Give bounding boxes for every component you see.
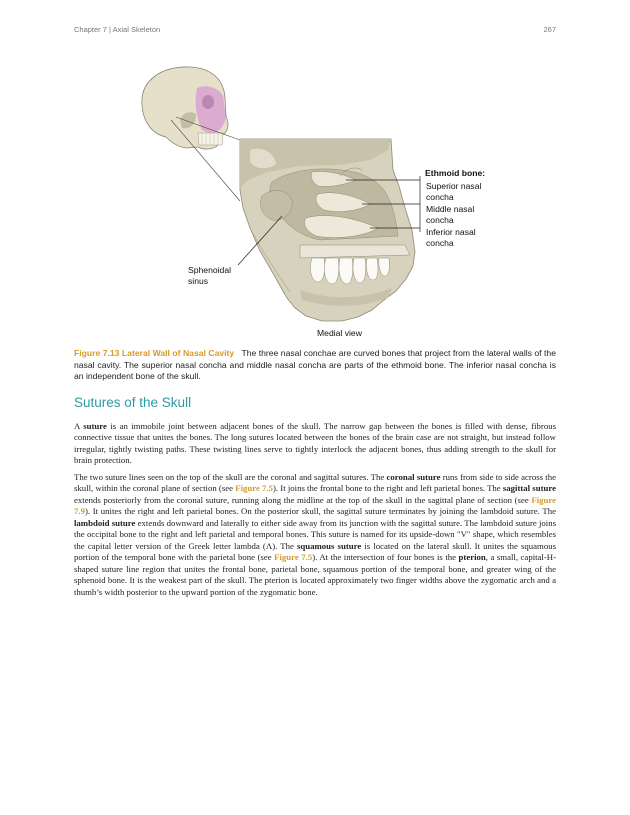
figure-7-5-link-2[interactable]: Figure 7.5 xyxy=(274,552,313,563)
term-suture: suture xyxy=(83,421,107,431)
term-coronal-suture: coronal suture xyxy=(386,472,441,482)
term-squamous-suture: squamous suture xyxy=(296,540,362,551)
term-sagittal-suture: sagittal suture xyxy=(502,483,556,494)
label-sphenoidal-sinus-line2: sinus xyxy=(188,276,209,286)
label-middle-nasal-concha: Middle nasal xyxy=(426,204,475,214)
skull-illustration xyxy=(0,0,630,345)
label-inferior-nasal-concha-line2: concha xyxy=(426,238,454,248)
section-heading: Sutures of the Skull xyxy=(74,395,192,410)
label-ethmoid-bone: Ethmoid bone: xyxy=(425,168,486,178)
term-lambdoid-suture: lambdoid suture xyxy=(74,517,136,528)
figure-caption-title: Figure 7.13 Lateral Wall of Nasal Cavity xyxy=(74,348,235,358)
figure-7-9-link[interactable]: Figure 7.9 xyxy=(74,494,556,517)
paragraph-suture-definition: A suture is an immobile joint between adjacent bones of the skull. The narrow gap between the bones is filled with dense, fibrous connective tissue that unites the bones. The long sutures located between the bones of the brain case are not straight, but instead follow irregular, tightly twisting paths. These twisting lines serve to tightly interlock the adjacent bones, thus adding strength to the skull for brain protection. xyxy=(74,421,556,466)
chapter-title: Chapter 7 | Axial Skeleton xyxy=(74,25,161,34)
figure-7-5-link[interactable]: Figure 7.5 xyxy=(235,483,273,494)
paragraph-suture-types: The two suture lines seen on the top of the skull are the coronal and sagittal sutures. The coronal suture runs from side to side across the skull, within the coronal plane of section (see Figure 7.5). It joins the frontal bone to the right and left parietal bones. The sagittal suture extends posteriorly from the coronal suture, running along the midline at the top of the skull in the sagittal plane of section (see Figure 7.9). It unites the right and left parietal bones. On the posterior skull, the sagittal suture terminates by joining the lambdoid suture. The lambdoid suture extends downward and laterally to either side away from its junction with the sagittal suture. The lambdoid suture joins the occipital bone to the right and left parietal and temporal bones. This suture is named for its upside-down "V" shape, which resembles the capital letter version of the Greek letter lambda (Λ). The squamous suture is located on the lateral skull. It unites the squamous portion of the temporal bone with the parietal bone (see Figure 7.5). At the intersection of four bones is the pterion, a small, capital-H-shaped suture line region that unites the frontal bone, parietal bone, squamous portion of the temporal bone, and greater wing of the sphenoid bone. It is the weakest part of the skull. The pterion is located approximately two finger widths above the zygomatic arch and a thumb’s width posterior to the upward portion of the zygomatic bone. xyxy=(74,472,557,597)
figure-caption-text: The three nasal conchae are curved bones that project from the lateral walls of the nasal cavity. The superior nasal concha and middle nasal concha are parts of the ethmoid bone. The inferior nasal concha is an independent bone of the skull. xyxy=(74,348,556,381)
figure xyxy=(0,0,630,345)
page-number: 267 xyxy=(543,25,556,34)
label-sphenoidal-sinus: Sphenoidal xyxy=(188,265,232,275)
label-superior-nasal-concha: Superior nasal xyxy=(426,181,482,191)
label-middle-nasal-concha-line2: concha xyxy=(426,215,454,225)
label-inferior-nasal-concha: Inferior nasal xyxy=(426,227,476,237)
medial-skull-section xyxy=(240,139,415,321)
label-superior-nasal-concha-line2: concha xyxy=(426,192,454,202)
figure-caption xyxy=(74,348,556,383)
term-pterion: pterion xyxy=(458,552,486,563)
label-medial-view: Medial view xyxy=(317,328,362,338)
